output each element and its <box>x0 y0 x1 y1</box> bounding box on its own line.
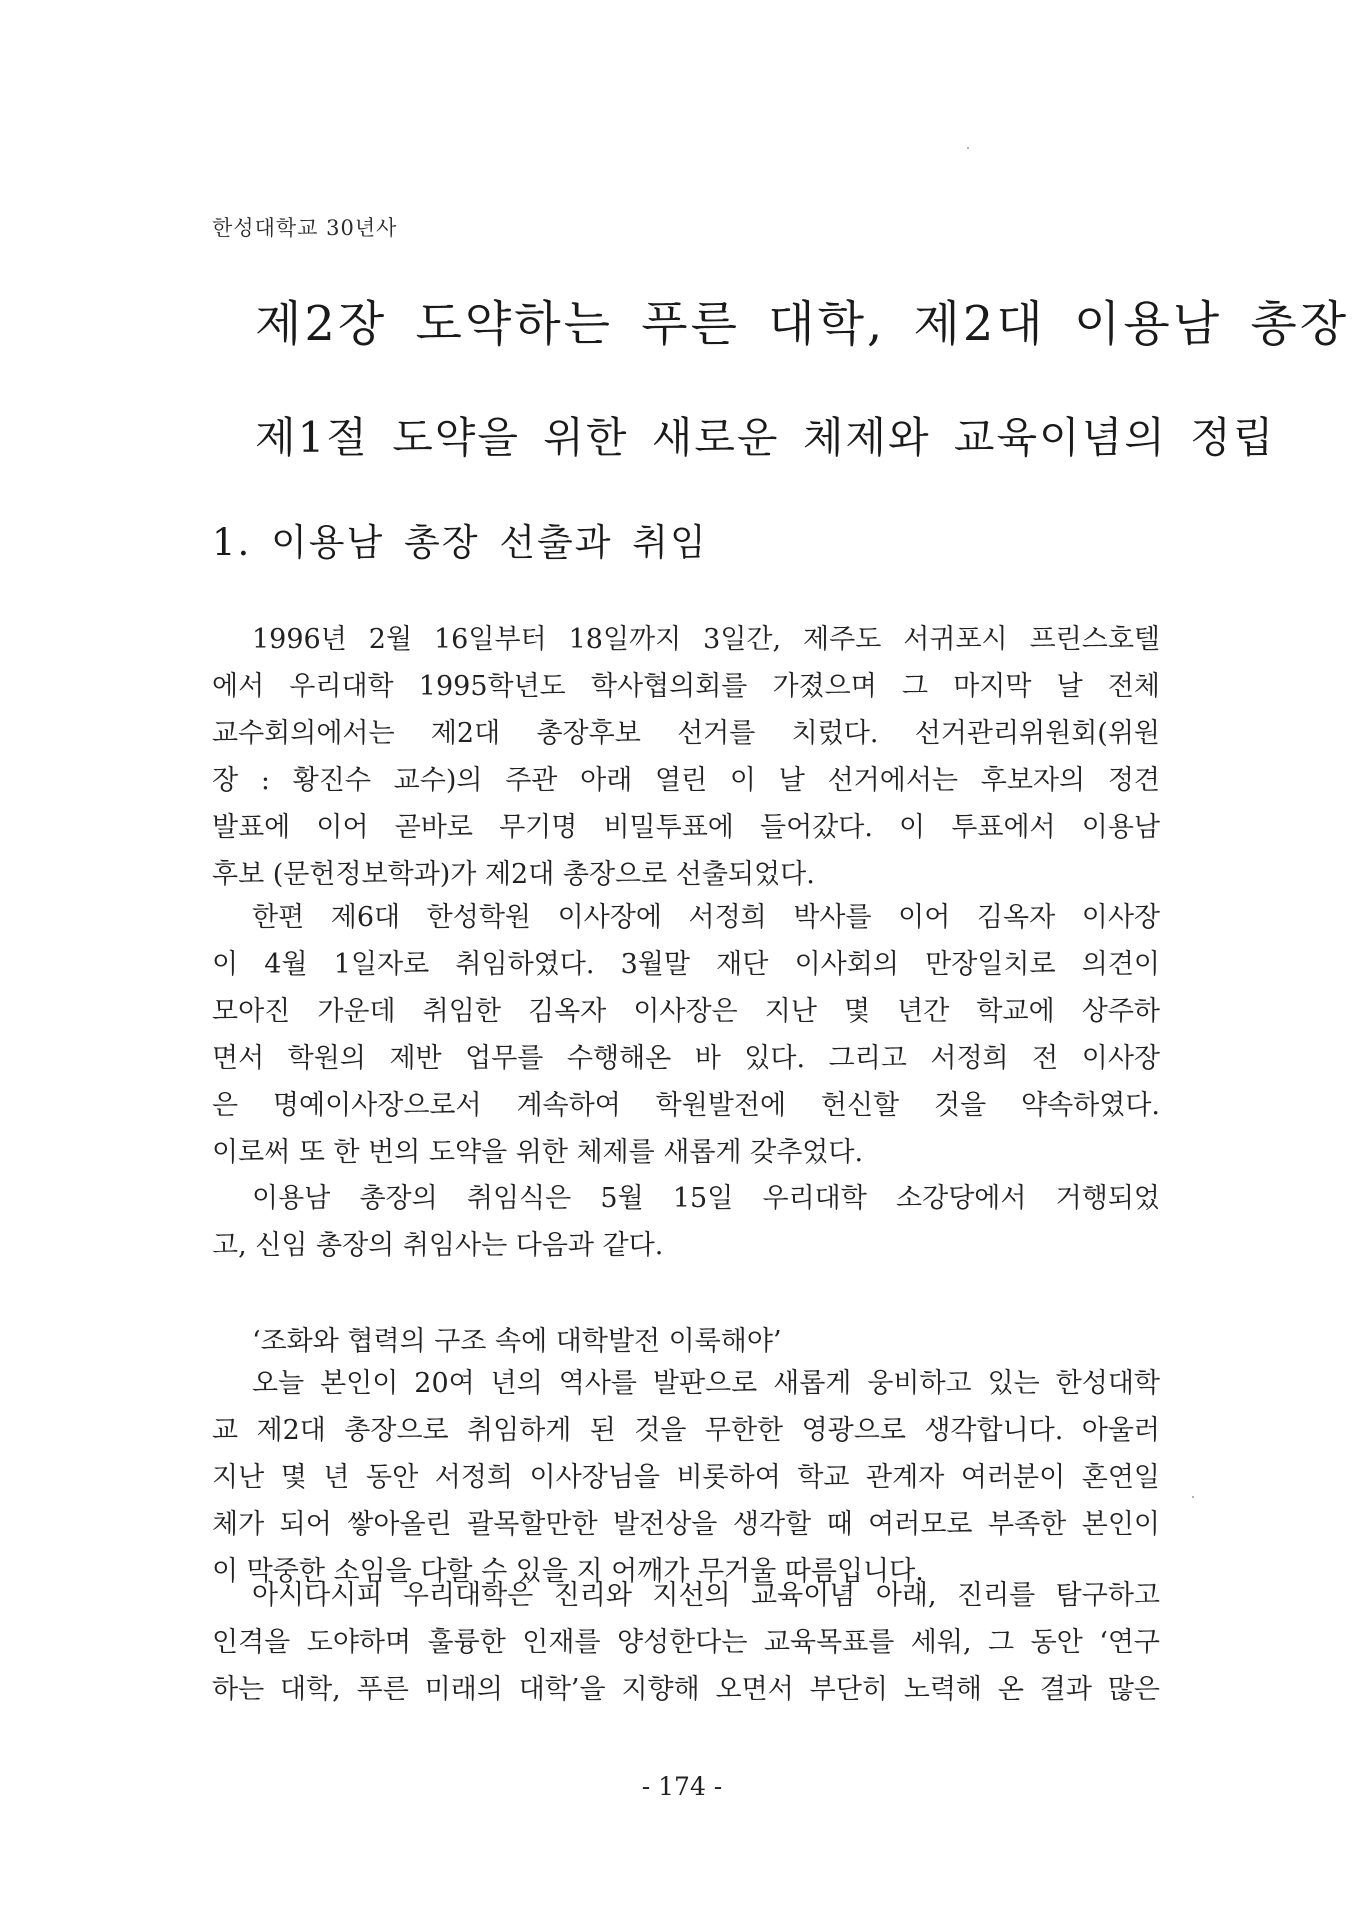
text-line: 체가 되어 쌓아올린 괄목할만한 발전상을 생각할 때 여러모로 부족한 본인이 <box>212 1509 1160 1540</box>
text-line: 교 제2대 총장으로 취임하게 된 것을 무한한 영광으로 생각합니다. 아울러 <box>212 1415 1160 1446</box>
running-header: 한성대학교 30년사 <box>212 216 398 240</box>
text-line: 인격을 도야하며 훌륭한 인재를 양성한다는 교육목표를 세워, 그 동안 ‘연구 <box>212 1627 1160 1658</box>
text-line: 면서 학원의 제반 업무를 수행해온 바 있다. 그리고 서정희 전 이사장 <box>212 1043 1160 1074</box>
text-line: 아시다시피 우리대학은 진리와 지선의 교육이념 아래, 진리를 탐구하고 <box>252 1580 1160 1611</box>
scan-speck <box>1192 1496 1194 1498</box>
paragraph-inauguration <box>212 1175 1160 1269</box>
text-line: 이 막중한 소임을 다할 수 있을 지 어깨가 무거울 따름입니다. <box>212 1556 924 1587</box>
text-line: 은 명예이사장으로서 계속하여 학원발전에 헌신할 것을 약속하였다. <box>212 1090 1160 1121</box>
speech-paragraph-1 <box>212 1360 1160 1595</box>
chapter-title: 제2장 도약하는 푸른 대학, 제2대 이용남 총장 <box>255 296 1350 352</box>
text-line: 지난 몇 년 동안 서정희 이사장님을 비롯하여 학교 관계자 여러분이 혼연일 <box>212 1462 1160 1493</box>
paragraph-chairperson <box>212 894 1160 1176</box>
paragraph-election <box>212 616 1160 898</box>
subsection-title: 1. 이용남 총장 선출과 취임 <box>212 521 708 564</box>
text-line: 하는 대학, 푸른 미래의 대학’을 지향해 오면서 부단히 노력해 온 결과 많은 <box>212 1674 1160 1705</box>
text-line: 고, 신임 총장의 취임사는 다음과 같다. <box>212 1230 664 1261</box>
text-line: 후보 (문헌정보학과)가 제2대 총장으로 선출되었다. <box>212 859 815 890</box>
text-line: 오늘 본인이 20여 년의 역사를 발판으로 새롭게 웅비하고 있는 한성대학 <box>252 1368 1160 1399</box>
text-line: 교수회의에서는 제2대 총장후보 선거를 치렀다. 선거관리위원회(위원 <box>212 718 1160 749</box>
speech-paragraph-2 <box>212 1572 1160 1713</box>
text-line: 에서 우리대학 1995학년도 학사협의회를 가졌으며 그 마지막 날 전체 <box>212 671 1160 702</box>
speech-title <box>212 1318 1160 1365</box>
text-line: 한편 제6대 한성학원 이사장에 서정희 박사를 이어 김옥자 이사장 <box>252 902 1160 933</box>
text-line: ‘조화와 협력의 구조 속에 대학발전 이룩해야’ <box>252 1326 782 1357</box>
text-line: 모아진 가운데 취임한 김옥자 이사장은 지난 몇 년간 학교에 상주하 <box>212 996 1160 1027</box>
section-title: 제1절 도약을 위한 새로운 체제와 교육이념의 정립 <box>255 413 1276 462</box>
text-line: 이용남 총장의 취임식은 5월 15일 우리대학 소강당에서 거행되었 <box>252 1183 1160 1214</box>
text-line: 이 4월 1일자로 취임하였다. 3월말 재단 이사회의 만장일치로 의견이 <box>212 949 1160 980</box>
scan-speck <box>967 147 969 149</box>
text-line: 발표에 이어 곧바로 무기명 비밀투표에 들어갔다. 이 투표에서 이용남 <box>212 812 1160 843</box>
page-number: - 174 - <box>641 1772 723 1801</box>
text-line: 장 : 황진수 교수)의 주관 아래 열린 이 날 선거에서는 후보자의 정견 <box>212 765 1160 796</box>
text-line: 이로써 또 한 번의 도약을 위한 체제를 새롭게 갖추었다. <box>212 1137 864 1168</box>
text-line: 1996년 2월 16일부터 18일까지 3일간, 제주도 서귀포시 프린스호텔 <box>252 624 1160 655</box>
